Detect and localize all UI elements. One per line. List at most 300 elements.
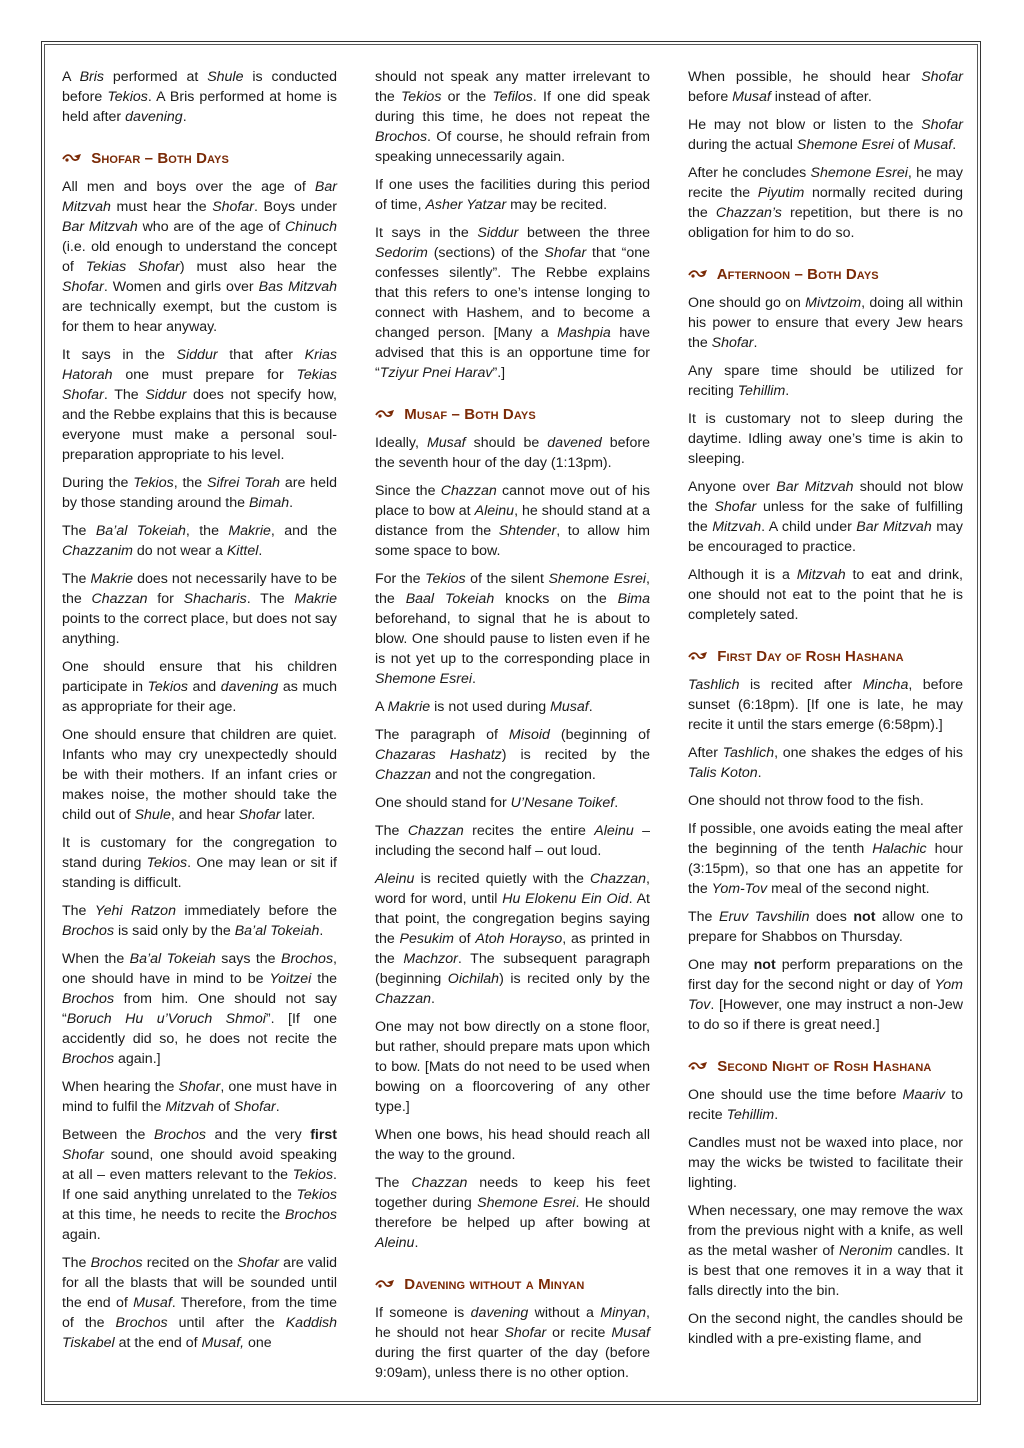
text-run: On the second night, the candles should be kindled with a pre-existing flame, and [688, 1311, 963, 1347]
text-run: It says in the [62, 347, 177, 363]
text-run: again. [62, 1227, 101, 1243]
text-run: Makrie [387, 699, 431, 715]
text-run: . [182, 109, 187, 125]
text-run: Krias Hatorah [62, 347, 337, 383]
text-run: Brochos [62, 923, 115, 939]
text-run: (beginning of [549, 727, 650, 743]
text-run: . [588, 699, 593, 715]
text-run: Siddur [477, 225, 519, 241]
text-run: are technically exempt, but the custom is for them to hear anyway. [62, 299, 337, 335]
section-heading [375, 1275, 650, 1295]
text-run: Yom-Tov [711, 881, 768, 897]
paragraph [688, 1309, 963, 1349]
text-run: . A Bris performed at home is held after [62, 89, 337, 125]
section-heading [688, 265, 963, 285]
text-run: ”. [If one accidently did so, he does not recite the [62, 1011, 337, 1047]
text-run: Shofar [237, 1255, 280, 1271]
text-run: The [62, 523, 96, 539]
text-run: that after [217, 347, 305, 363]
text-run: from him. One should not say “ [62, 991, 337, 1027]
paragraph [688, 67, 963, 107]
text-run: The [62, 1255, 91, 1271]
paragraph [375, 67, 650, 167]
text-run: recited on the [142, 1255, 238, 1271]
paragraph [62, 345, 337, 465]
text-run: Shofar [921, 69, 963, 85]
paragraph [688, 477, 963, 557]
text-run: again.] [114, 1051, 161, 1067]
text-run: Tziyur Pnei Harav [379, 365, 493, 381]
text-run: Yehi Ratzon [94, 903, 176, 919]
text-run: does not specify how, and the Rebbe explains that this is because everyone must make a personal soul-preparation appropriate to his level. [62, 387, 337, 463]
text-run: sound, one should avoid speaking at all – even matters relevant to the [62, 1147, 337, 1183]
paragraph [688, 1201, 963, 1301]
text-run: – including the second half – out loud. [375, 823, 650, 859]
text-run: Halachic [872, 841, 927, 857]
text-run: He may not blow or listen to the [688, 117, 922, 133]
text-run: says the [215, 951, 281, 967]
text-run: Ba’al Tokeiah [129, 951, 216, 967]
text-run: as much as appropriate for their age. [62, 679, 338, 715]
paragraph [688, 163, 963, 243]
paragraph [688, 743, 963, 783]
text-run: , the [375, 571, 650, 607]
text-run: Tekios [425, 571, 466, 587]
text-run: Chazzan [91, 591, 148, 607]
text-run: , the [173, 475, 208, 491]
text-run: ) is recited only by the [499, 971, 650, 987]
text-run: , the [185, 523, 229, 539]
text-run: not [753, 957, 776, 973]
text-run: Chazzan [590, 871, 647, 887]
text-run: must hear the [110, 199, 213, 215]
paragraph [62, 67, 337, 127]
text-run: Shofar [714, 499, 757, 515]
text-run: . At that point, the congregation begins saying the [375, 891, 650, 947]
paragraph [688, 409, 963, 469]
text-run: Brochos [375, 129, 428, 145]
text-run: Aleinu [594, 823, 634, 839]
text-run: candles. It is best that one removes it in a way that it falls directly into the bin. [688, 1243, 963, 1299]
text-run: . [774, 1107, 779, 1123]
text-run: If one uses the facilities during this period of time, [375, 177, 650, 213]
text-run: unless for the sake of fulfilling the [688, 499, 963, 535]
text-run: . Women and girls over [103, 279, 259, 295]
text-run: Makrie [294, 591, 337, 607]
text-run: Pesukim [399, 931, 454, 947]
text-run: One should ensure that his children participate in [62, 659, 337, 695]
text-run: Maariv [902, 1087, 946, 1103]
text-run: One may not bow directly on a stone floor, but rather, should prepare mats upon which to bow. [Mats do not need to be used when bowing on a floorcovering of any other type.] [375, 1019, 650, 1115]
text-run: One should use the time before [688, 1087, 903, 1103]
text-run: later. [280, 807, 316, 823]
column-3 [688, 67, 963, 1357]
text-run: Shofar [921, 117, 963, 133]
text-run: Musaf [133, 1295, 172, 1311]
text-run: perform preparations on the first day for the second night or day of [688, 957, 963, 993]
text-run: . One may lean or sit if standing is difficult. [62, 855, 337, 891]
text-run: Tekios [107, 89, 148, 105]
text-run: . If one did speak during this time, he does not repeat the [375, 89, 650, 125]
text-run: . [472, 671, 476, 687]
text-run: Musaf [426, 435, 466, 451]
text-run: performed at [104, 69, 208, 85]
section-heading [688, 647, 963, 667]
text-run: . Therefore, from the time of the [62, 1295, 337, 1331]
text-run: Baal Tokeiah [405, 591, 495, 607]
text-run: Chinuch [284, 219, 337, 235]
text-run: Musaf [913, 137, 953, 153]
text-run: Aleinu [375, 871, 415, 887]
text-run: Ba’al Tokeiah [95, 523, 186, 539]
text-run: points to the correct place, but does not say anything. [62, 611, 337, 647]
text-run: Kaddish Tiskabel [62, 1315, 337, 1351]
text-run: Tefilos [492, 89, 533, 105]
text-run: does not necessarily have to be the [62, 571, 337, 607]
text-run: Shemone Esrei [796, 137, 894, 153]
text-run: The paragraph of [375, 727, 509, 743]
text-run: is not used during [430, 699, 551, 715]
text-run: , and the [270, 523, 337, 539]
text-run: are held by those standing around the [62, 475, 337, 511]
text-run: Shofar [62, 279, 104, 295]
text-run: meal of the second night. [767, 881, 930, 897]
text-run: Shemone Esrei [810, 165, 908, 181]
text-run: Boruch Hu u’Voruch Shmoi [66, 1011, 266, 1027]
text-run: Between the [62, 1127, 154, 1143]
text-run: Shofar [233, 1099, 276, 1115]
ornament-icon [62, 152, 84, 164]
ornament-icon [688, 650, 710, 662]
text-run: Brochos [90, 1255, 143, 1271]
text-run: first [310, 1127, 337, 1143]
text-run: . A child under [761, 519, 857, 535]
section-heading [375, 405, 650, 425]
text-run: without a [528, 1305, 601, 1321]
text-run: , he should stand at a distance from the [375, 503, 651, 539]
text-run: . He should therefore be helped up after bowing at [375, 1195, 651, 1231]
section-heading-text: Davening without a Minyan [404, 1276, 585, 1293]
paragraph [375, 481, 650, 561]
paragraph [62, 1077, 337, 1117]
paragraph [62, 725, 337, 825]
text-run: who are of the age of [137, 219, 285, 235]
paragraph [62, 1125, 337, 1245]
text-run: Bimah [248, 495, 290, 511]
text-run: Bar Mitzvah [62, 179, 337, 215]
paragraph [375, 1125, 650, 1165]
paragraph [375, 821, 650, 861]
text-run: normally recited during the [688, 185, 963, 221]
paragraph [375, 175, 650, 215]
text-run: . [275, 1099, 280, 1115]
text-run: should not blow the [688, 479, 963, 515]
text-run: Neronim [839, 1243, 893, 1259]
section-heading [62, 149, 337, 169]
text-run: All men and boys over the age of [62, 179, 315, 195]
text-run: . The [246, 591, 295, 607]
text-run: One should stand for [375, 795, 511, 811]
text-run: Since the [375, 483, 441, 499]
text-run: If someone is [375, 1305, 471, 1321]
text-run: of [893, 137, 914, 153]
section-heading-text: First Day of Rosh Hashana [717, 648, 904, 665]
paragraph [688, 819, 963, 899]
text-run: Shemone Esrei [375, 671, 472, 687]
text-run: It is customary not to sleep during the daytime. Idling away one’s time is akin to sleeping. [688, 411, 963, 467]
text-run: Tashlich [722, 745, 775, 761]
paragraph [375, 793, 650, 813]
text-run: , one shakes the edges of his [774, 745, 964, 761]
text-run: for [147, 591, 184, 607]
text-run: to eat and drink, one should not eat to the point that he is completely sated. [688, 567, 963, 623]
text-run: . Of course, he should refrain from speaking unnecessarily again. [375, 129, 650, 165]
text-run: are valid for all the blasts that will be sounded until the end of [62, 1255, 337, 1311]
paragraph [688, 115, 963, 155]
text-run: When possible, he should hear [688, 69, 922, 85]
paragraph [688, 955, 963, 1035]
text-run: Brochos [284, 1207, 337, 1223]
text-run: Musaf [550, 699, 589, 715]
text-run: Siddur [145, 387, 187, 403]
paragraph [375, 1173, 650, 1253]
ornament-icon [375, 408, 397, 420]
text-run: davening [470, 1305, 529, 1321]
paragraph [688, 361, 963, 401]
text-run: Mitzvah [712, 519, 762, 535]
text-run: Brochos [115, 1315, 168, 1331]
text-run: Mincha [862, 677, 909, 693]
text-run: Mitzvah [796, 567, 846, 583]
text-run: that “one confesses silently”. The Rebbe explains that this refers to one’s intense longing to connect with Hashem, and to become a changed person. [Many a [375, 245, 650, 341]
text-run: of [453, 931, 476, 947]
text-run: . If one said anything unrelated to the [62, 1167, 337, 1203]
paragraph [62, 657, 337, 717]
text-run: Shemone Esrei [548, 571, 647, 587]
paragraph [688, 1085, 963, 1125]
text-run: knocks on the [494, 591, 618, 607]
paragraph [688, 1133, 963, 1193]
paragraph [375, 725, 650, 785]
text-run: ) is recited by the [501, 747, 650, 763]
text-run: , one must have in mind to fulfil the [62, 1079, 337, 1115]
text-run: Tekias Shofar [62, 367, 337, 403]
text-run: . [952, 137, 957, 153]
text-run: before the seventh hour of the day (1:13pm). [375, 435, 651, 471]
text-run: Aleinu [375, 1235, 415, 1251]
text-run: davening [125, 109, 183, 125]
text-run: before [688, 89, 733, 105]
text-run: One should ensure that children are quiet. Infants who may cry unexpectedly should be with their mothers. If an infant cries or makes noise, the mother should take the child out of [62, 727, 337, 823]
paragraph [375, 223, 650, 383]
text-run: one must prepare for [112, 367, 297, 383]
text-run: may be encouraged to practice. [688, 519, 963, 555]
text-run: , he should not hear [375, 1305, 650, 1341]
section-heading-text: Shofar – Both Days [91, 150, 229, 167]
text-run: is recited quietly with the [414, 871, 591, 887]
text-run: the [311, 971, 337, 987]
text-run: is conducted before [62, 69, 337, 105]
text-run: Although it is a [688, 567, 797, 583]
text-run: Brochos [153, 1127, 206, 1143]
text-run: Shemone Esrei [477, 1195, 576, 1211]
text-run: and not the congregation. [431, 767, 596, 783]
text-run: Brochos [281, 951, 334, 967]
text-run: A [62, 69, 80, 85]
text-run: Minyan [600, 1305, 647, 1321]
text-run: . [414, 1235, 419, 1251]
text-run: Chazzan [407, 823, 464, 839]
text-run: during the actual [688, 137, 797, 153]
text-run: or recite [546, 1325, 612, 1341]
text-run: . The subsequent paragraph (beginning [375, 951, 650, 987]
text-run: allow one to prepare for Shabbos on Thursday. [688, 909, 964, 945]
paragraph [375, 433, 650, 473]
text-run: It says in the [375, 225, 478, 241]
text-run: and [188, 679, 221, 695]
text-run: at the end of [114, 1335, 202, 1351]
text-run: Machzor [403, 951, 458, 967]
text-run: Shule [134, 807, 171, 823]
text-run: immediately before the [175, 903, 338, 919]
text-run: needs to keep his feet together during [375, 1175, 651, 1211]
text-run: Siddur [176, 347, 218, 363]
text-run: Bris [79, 69, 105, 85]
text-run: Tekios [296, 1187, 337, 1203]
text-run: until after the [167, 1315, 286, 1331]
text-run: . [431, 991, 435, 1007]
text-run: Asher Yatzar [425, 197, 507, 213]
text-run: , he may recite the [688, 165, 963, 201]
text-run: Shacharis [183, 591, 247, 607]
text-run: do not wear a [132, 543, 227, 559]
text-run: (i.e. old enough to understand the concept of [62, 239, 337, 275]
text-run: Atoh Horayso [475, 931, 563, 947]
text-run: . [785, 383, 790, 399]
text-run: When the [62, 951, 130, 967]
text-run: Makrie [228, 523, 271, 539]
text-run: Piyutim [757, 185, 805, 201]
text-run: Aleinu [474, 503, 515, 519]
text-run: Bar Mitzvah [776, 479, 854, 495]
text-run: should not speak any matter irrelevant to the [375, 69, 650, 105]
section-heading-text: Musaf – Both Days [404, 406, 536, 423]
text-run: of the silent [465, 571, 549, 587]
text-run: may be recited. [506, 197, 608, 213]
paragraph [375, 697, 650, 717]
text-run: , and hear [170, 807, 239, 823]
text-run: After [688, 745, 723, 761]
text-run: Musaf, [201, 1335, 245, 1351]
column-1 [62, 67, 337, 1361]
text-run: hour (3:15pm), so that one has an appetite for the [688, 841, 964, 897]
ornament-icon [375, 1278, 397, 1290]
text-run: Chazzan [375, 991, 431, 1007]
paragraph [688, 791, 963, 811]
text-run: ”.] [492, 365, 506, 381]
text-run: during the first quarter of the day (before 9:09am), unless there is no other option. [375, 1345, 650, 1381]
text-run: A [375, 699, 388, 715]
text-run: Bas Mitzvah [258, 279, 337, 295]
paragraph [375, 869, 650, 1009]
text-run: Shofar [711, 335, 754, 351]
text-run: Musaf [611, 1325, 650, 1341]
text-run: The [375, 823, 408, 839]
text-run: Chazzan [411, 1175, 468, 1191]
text-run: Tekios [146, 855, 188, 871]
text-run: , as printed in the [375, 931, 650, 967]
text-run: Tehillim [726, 1107, 775, 1123]
text-run: . The [103, 387, 146, 403]
text-run: . [614, 795, 619, 811]
text-run: Ideally, [375, 435, 427, 451]
paragraph [375, 1303, 650, 1383]
text-run: Talis Koton [688, 765, 758, 781]
text-run: During the [62, 475, 134, 491]
text-run: ) must also hear the [179, 259, 338, 275]
text-run: . [258, 543, 263, 559]
text-run: Sedorim [375, 245, 428, 261]
text-run: Shule [207, 69, 244, 85]
text-run: Yom Tov [688, 977, 963, 1013]
text-run: Sifrei Torah [207, 475, 280, 491]
text-run: Chazzan [375, 767, 431, 783]
text-run: One should go on [688, 295, 806, 311]
text-run: . Boys under [254, 199, 337, 215]
paragraph [62, 569, 337, 649]
text-run: Mitzvah [165, 1099, 215, 1115]
text-run: davening [220, 679, 279, 695]
text-run: Yoitzei [269, 971, 312, 987]
text-run: Brochos [62, 991, 115, 1007]
section-heading-text: Afternoon – Both Days [716, 266, 879, 283]
text-run: Candles must not be waxed into place, nor may the wicks be twisted to facilitate their lighting. [688, 1135, 963, 1191]
text-run: Tekios [400, 89, 442, 105]
text-run: Makrie [90, 571, 134, 587]
text-run: , doing all within his power to ensure that every Jew hears the [688, 295, 963, 351]
text-run: cannot move out of his place to bow at [375, 483, 650, 519]
text-run: between the three [518, 225, 650, 241]
text-run: and the very [205, 1127, 311, 1143]
text-run: Mashpia [557, 325, 611, 341]
text-run: Bar Mitzvah [62, 219, 138, 235]
text-run: Brochos [62, 1051, 115, 1067]
text-run: Shtender [498, 523, 557, 539]
text-run: Shofar [504, 1325, 547, 1341]
paragraph [375, 1017, 650, 1117]
text-run: Tekios [133, 475, 174, 491]
text-run: The [62, 903, 95, 919]
text-run: should be [465, 435, 548, 451]
text-run: . [289, 495, 294, 511]
text-run: Tekios [147, 679, 189, 695]
text-run: does [809, 909, 854, 925]
text-run: When necessary, one may remove the wax from the previous night with a knife, as well as the metal washer of [688, 1203, 963, 1259]
text-run: The [375, 1175, 412, 1191]
text-run: . [However, one may instruct a non-Jew to do so if there is great need.] [688, 997, 963, 1033]
text-run: Anyone over [688, 479, 777, 495]
text-run: (sections) of the [427, 245, 545, 261]
section-heading-text: Second Night of Rosh Hashana [717, 1058, 932, 1075]
text-run: The [688, 909, 720, 925]
paragraph [688, 293, 963, 353]
paragraph [62, 949, 337, 1069]
text-run: Tekias Shofar [85, 259, 180, 275]
text-run: Eruv Tavshilin [719, 909, 810, 925]
text-run: Shofar [238, 807, 281, 823]
text-run: When one bows, his head should reach all the way to the ground. [375, 1127, 650, 1163]
text-run: Chazzan’s [715, 205, 782, 221]
